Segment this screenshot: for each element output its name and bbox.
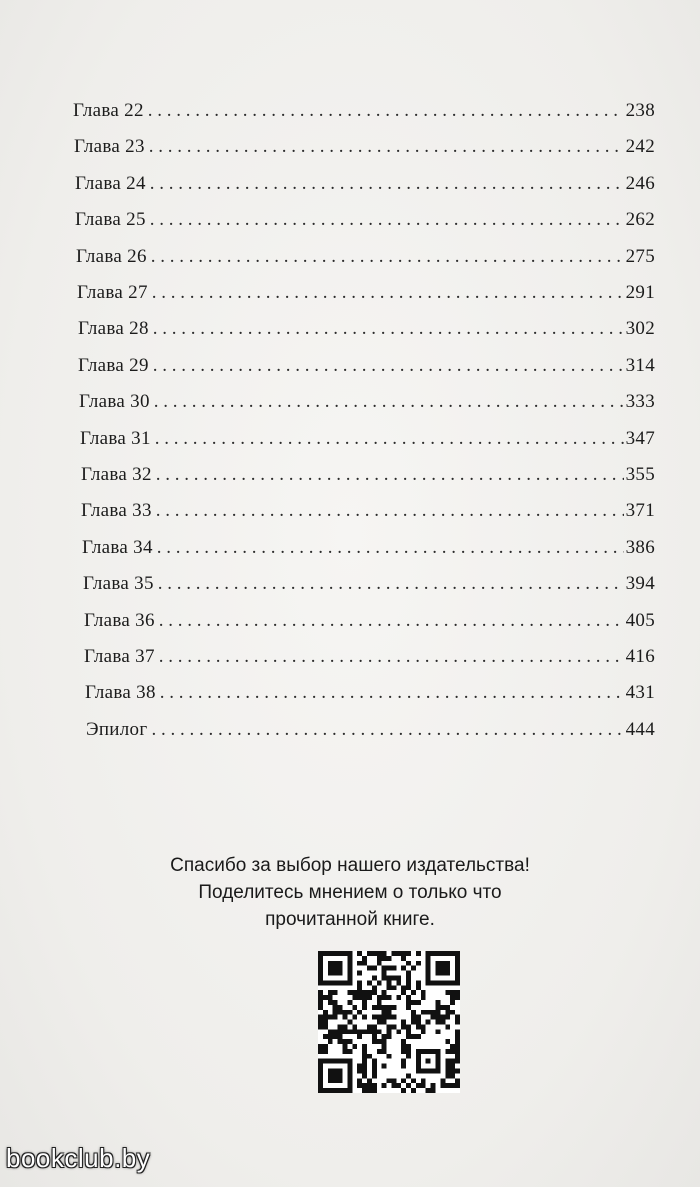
toc-entry-label: Глава 30 bbox=[79, 391, 150, 413]
toc-entry bbox=[80, 428, 655, 462]
toc-entry-page: 275 bbox=[625, 245, 655, 267]
toc-dot-leader bbox=[159, 646, 624, 668]
toc-entry-page: 302 bbox=[625, 318, 655, 340]
toc-entry-label: Глава 27 bbox=[77, 282, 148, 303]
toc-entry bbox=[79, 391, 655, 425]
toc-entry-label: Глава 28 bbox=[78, 318, 149, 340]
toc-entry bbox=[84, 610, 655, 644]
toc-entry-page: 386 bbox=[625, 536, 655, 558]
toc-entry-label: Глава 34 bbox=[82, 536, 153, 558]
toc-dot-leader bbox=[156, 464, 624, 486]
toc-dot-leader bbox=[153, 318, 624, 340]
toc-dot-leader bbox=[154, 391, 624, 413]
toc-entry bbox=[85, 682, 655, 716]
toc-entry-page: 246 bbox=[625, 172, 655, 194]
toc-entry-page: 262 bbox=[625, 209, 655, 231]
toc-entry-page: 333 bbox=[625, 391, 655, 413]
toc-entry-label: Глава 22 bbox=[73, 100, 144, 121]
thanks-line-3: прочитанной книге. bbox=[265, 909, 435, 930]
toc-entry-page: 416 bbox=[625, 646, 655, 667]
toc-dot-leader bbox=[148, 100, 624, 122]
toc-entry-page: 347 bbox=[625, 427, 655, 449]
toc-entry-label: Глава 31 bbox=[80, 427, 151, 449]
toc-entry-page: 314 bbox=[625, 354, 655, 376]
qr-code-icon[interactable] bbox=[318, 951, 460, 1093]
toc-entry-page: 242 bbox=[625, 136, 655, 158]
toc-entry-label: Глава 24 bbox=[75, 172, 146, 194]
toc-dot-leader bbox=[157, 537, 624, 559]
toc-entry bbox=[82, 537, 655, 571]
toc-entry bbox=[81, 500, 655, 534]
toc-entry-label: Глава 33 bbox=[81, 500, 152, 522]
toc-entry-page: 394 bbox=[625, 573, 655, 595]
toc-entry bbox=[74, 136, 655, 170]
toc-entry bbox=[73, 100, 655, 134]
thanks-message bbox=[0, 852, 700, 933]
toc-dot-leader bbox=[151, 719, 623, 741]
toc-entry-label: Глава 37 bbox=[84, 646, 155, 667]
toc-dot-leader bbox=[153, 355, 624, 377]
toc-entry bbox=[83, 573, 655, 607]
toc-entry bbox=[84, 646, 655, 680]
toc-dot-leader bbox=[155, 428, 624, 450]
toc-entry bbox=[77, 282, 655, 316]
toc-entry bbox=[75, 173, 655, 207]
toc-dot-leader bbox=[151, 246, 624, 268]
thanks-line-1: Спасибо за выбор нашего издательства! bbox=[170, 855, 530, 876]
toc-entry-label: Глава 36 bbox=[84, 609, 155, 631]
toc-entry-label: Глава 38 bbox=[85, 682, 156, 704]
toc-entry-label: Глава 29 bbox=[78, 354, 149, 376]
toc-dot-leader bbox=[160, 682, 624, 704]
thanks-line-2: Поделитесь мнением о только что bbox=[198, 882, 502, 903]
toc-entry bbox=[76, 246, 655, 280]
toc-entry-page: 444 bbox=[625, 718, 655, 740]
toc-dot-leader bbox=[159, 610, 624, 632]
toc-dot-leader bbox=[156, 500, 624, 522]
toc-entry bbox=[75, 209, 655, 243]
toc-entry-page: 405 bbox=[625, 609, 655, 631]
toc-entry-page: 431 bbox=[625, 682, 655, 704]
toc-entry-label: Глава 23 bbox=[74, 136, 145, 158]
toc-entry-label: Глава 32 bbox=[81, 464, 152, 485]
toc-dot-leader bbox=[152, 282, 624, 304]
toc-entry bbox=[78, 355, 655, 389]
toc-entry-label: Глава 25 bbox=[75, 209, 146, 231]
toc-entry bbox=[81, 464, 655, 498]
watermark: bookclub.by bbox=[6, 1143, 151, 1173]
toc-entry-page: 371 bbox=[625, 500, 655, 522]
toc-entry-label: Эпилог bbox=[86, 718, 148, 740]
toc-entry bbox=[78, 318, 655, 352]
toc-entry-page: 291 bbox=[625, 282, 655, 303]
toc-entry-label: Глава 35 bbox=[83, 573, 154, 595]
toc-entry-label: Глава 26 bbox=[76, 245, 147, 267]
toc-dot-leader bbox=[149, 136, 624, 158]
toc-entry bbox=[86, 719, 655, 753]
toc-dot-leader bbox=[150, 173, 624, 195]
toc-dot-leader bbox=[150, 209, 624, 231]
toc-entry-page: 238 bbox=[625, 100, 655, 121]
toc-dot-leader bbox=[158, 573, 624, 595]
toc-entry-page: 355 bbox=[625, 464, 655, 485]
